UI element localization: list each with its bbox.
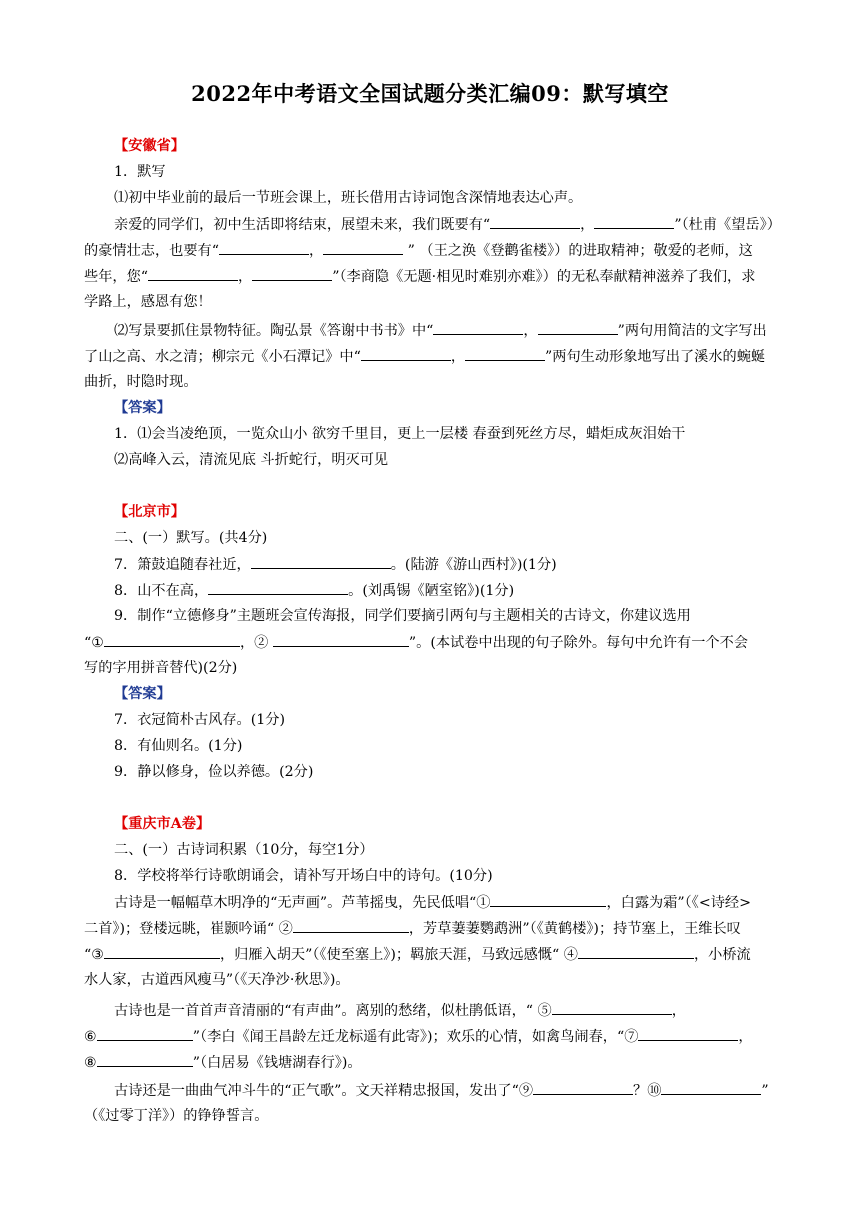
blank	[251, 554, 391, 569]
chongqing-line-4: 水人家，古道西风瘦马”（《天净沙·秋思》)。	[84, 972, 350, 988]
question-8: 8．山不在高， 。(刘禹锡《陋室铭》)(1分)	[114, 580, 814, 601]
section-tag-anhui: 【安徽省】	[114, 138, 185, 154]
anhui-paragraph-7: 了山之高、水之清；柳宗元《小石潭记》中“ ， ”两句生动形象地写出了溪水的蜿蜒	[84, 346, 784, 367]
blank	[97, 1026, 193, 1041]
chongqing-line-9: （《过零丁洋》）的铮铮誓言。	[84, 1108, 269, 1124]
anhui-answer-1: 1．⑴会当凌绝顶，一览众山小 欲穷千里目，更上一层楼 春蚕到死丝方尽，蜡炬成灰泪始干	[114, 426, 686, 442]
section-tag-beijing: 【北京市】	[114, 504, 185, 520]
blank	[465, 346, 545, 361]
blank	[104, 944, 220, 959]
blank	[638, 1026, 738, 1041]
anhui-paragraph-4: 些年，您“ ， ”（李商隐《无题·相见时难别亦难》）的无私奉献精神滋养了我们，求	[84, 266, 784, 287]
blank	[104, 632, 240, 647]
blank	[552, 1000, 672, 1015]
blank	[433, 320, 523, 335]
chongqing-line-8: 古诗还是一曲曲气冲斗牛的“正气歌”。文天祥精忠报国，发出了“⑨ ？⑩ ”	[114, 1080, 814, 1101]
anhui-paragraph-3: 的豪情壮志，也要有“ ， ” （王之涣《登鹳雀楼》）的进取精神；敬爱的老师，这	[84, 240, 784, 261]
chongqing-question-8: 8．学校将举行诗歌朗诵会，请补写开场白中的诗句。(10分)	[114, 868, 493, 884]
page-title: 2022年中考语文全国试题分类汇编09：默写填空	[191, 81, 669, 106]
anhui-answer-2: ⑵高峰入云，清流见底 斗折蛇行，明灭可见	[114, 452, 389, 468]
chongqing-section-heading: 二、(一）古诗词积累（10分，每空1分）	[114, 842, 374, 858]
chongqing-line-5: 古诗也是一首首声音清丽的“有声曲”。离别的愁绪，似杜鹃低语，“ ⑤ ，	[114, 1000, 814, 1021]
blank	[293, 918, 409, 933]
anhui-paragraph-2: 亲爱的同学们，初中生活即将结束，展望未来，我们既要有“ ， ”（杜甫《望岳》）	[114, 214, 814, 235]
chongqing-line-2: 二首》)；登楼远眺，崔颢吟诵“ ② ，芳草萋萋鹦鹉洲”（《黄鹤楼》)；持节塞上，王维长叹	[84, 918, 784, 939]
beijing-answer-9: 9．静以修身，俭以养德。(2分)	[114, 764, 314, 780]
blank	[578, 944, 694, 959]
blank	[148, 266, 238, 281]
question-9: 9．制作“立德修身”主题班会宣传海报，同学们要摘引两句与主题相关的古诗文，你建议选用	[114, 608, 691, 624]
question-9-note: 写的字用拼音替代)(2分)	[84, 660, 238, 676]
chongqing-line-6: ⑥ ”（李白《闻王昌龄左迁龙标遥有此寄》)；欢乐的心情，如禽鸟闹春，“⑦ ，	[84, 1026, 784, 1047]
section-tag-chongqing: 【重庆市A卷】	[114, 816, 211, 832]
chongqing-line-7: ⑧ ”（白居易《钱塘湖春行》)。	[84, 1052, 784, 1073]
blank	[97, 1052, 193, 1067]
blank	[538, 320, 618, 335]
blank	[361, 346, 451, 361]
blank	[208, 580, 348, 595]
chongqing-line-3: “③ ，归雁入胡天”（《使至塞上》)；羁旅天涯，马致远感慨“ ④ ，小桥流	[84, 944, 784, 965]
beijing-answer-7: 7．衣冠简朴古风存。(1分)	[114, 712, 285, 728]
blank	[594, 214, 674, 229]
anhui-paragraph-5: 学路上，感恩有您！	[84, 294, 212, 310]
blank	[490, 214, 580, 229]
blank	[490, 892, 606, 907]
chongqing-line-1: 古诗是一幅幅草木明净的“无声画”。芦苇摇曳，先民低唱“① ，白露为霜”（《<诗经>	[114, 892, 814, 913]
blank	[323, 240, 403, 255]
blank	[219, 240, 309, 255]
question-7: 7．箫鼓追随春社近， 。(陆游《游山西村》)(1分)	[114, 554, 814, 575]
answer-tag-anhui: 【答案】	[114, 400, 171, 416]
blank	[273, 632, 409, 647]
beijing-answer-8: 8．有仙则名。(1分)	[114, 738, 243, 754]
beijing-section-heading: 二、(一）默写。(共4分)	[114, 530, 268, 546]
anhui-paragraph-1: ⑴初中毕业前的最后一节班会课上，班长借用古诗词饱含深情地表达心声。	[114, 190, 583, 206]
answer-tag-beijing: 【答案】	[114, 686, 171, 702]
blank	[661, 1080, 761, 1095]
blank	[533, 1080, 633, 1095]
blank	[252, 266, 332, 281]
anhui-paragraph-8: 曲折，时隐时现。	[84, 374, 198, 390]
anhui-paragraph-6: ⑵写景要抓住景物特征。陶弘景《答谢中书书》中“ ， ”两句用简洁的文字写出	[114, 320, 814, 341]
question-9-blanks: “① ，② ”。(本试卷中出现的句子除外。每句中允许有一个不会	[84, 632, 784, 653]
question-1-label: 1．默写	[114, 164, 166, 180]
